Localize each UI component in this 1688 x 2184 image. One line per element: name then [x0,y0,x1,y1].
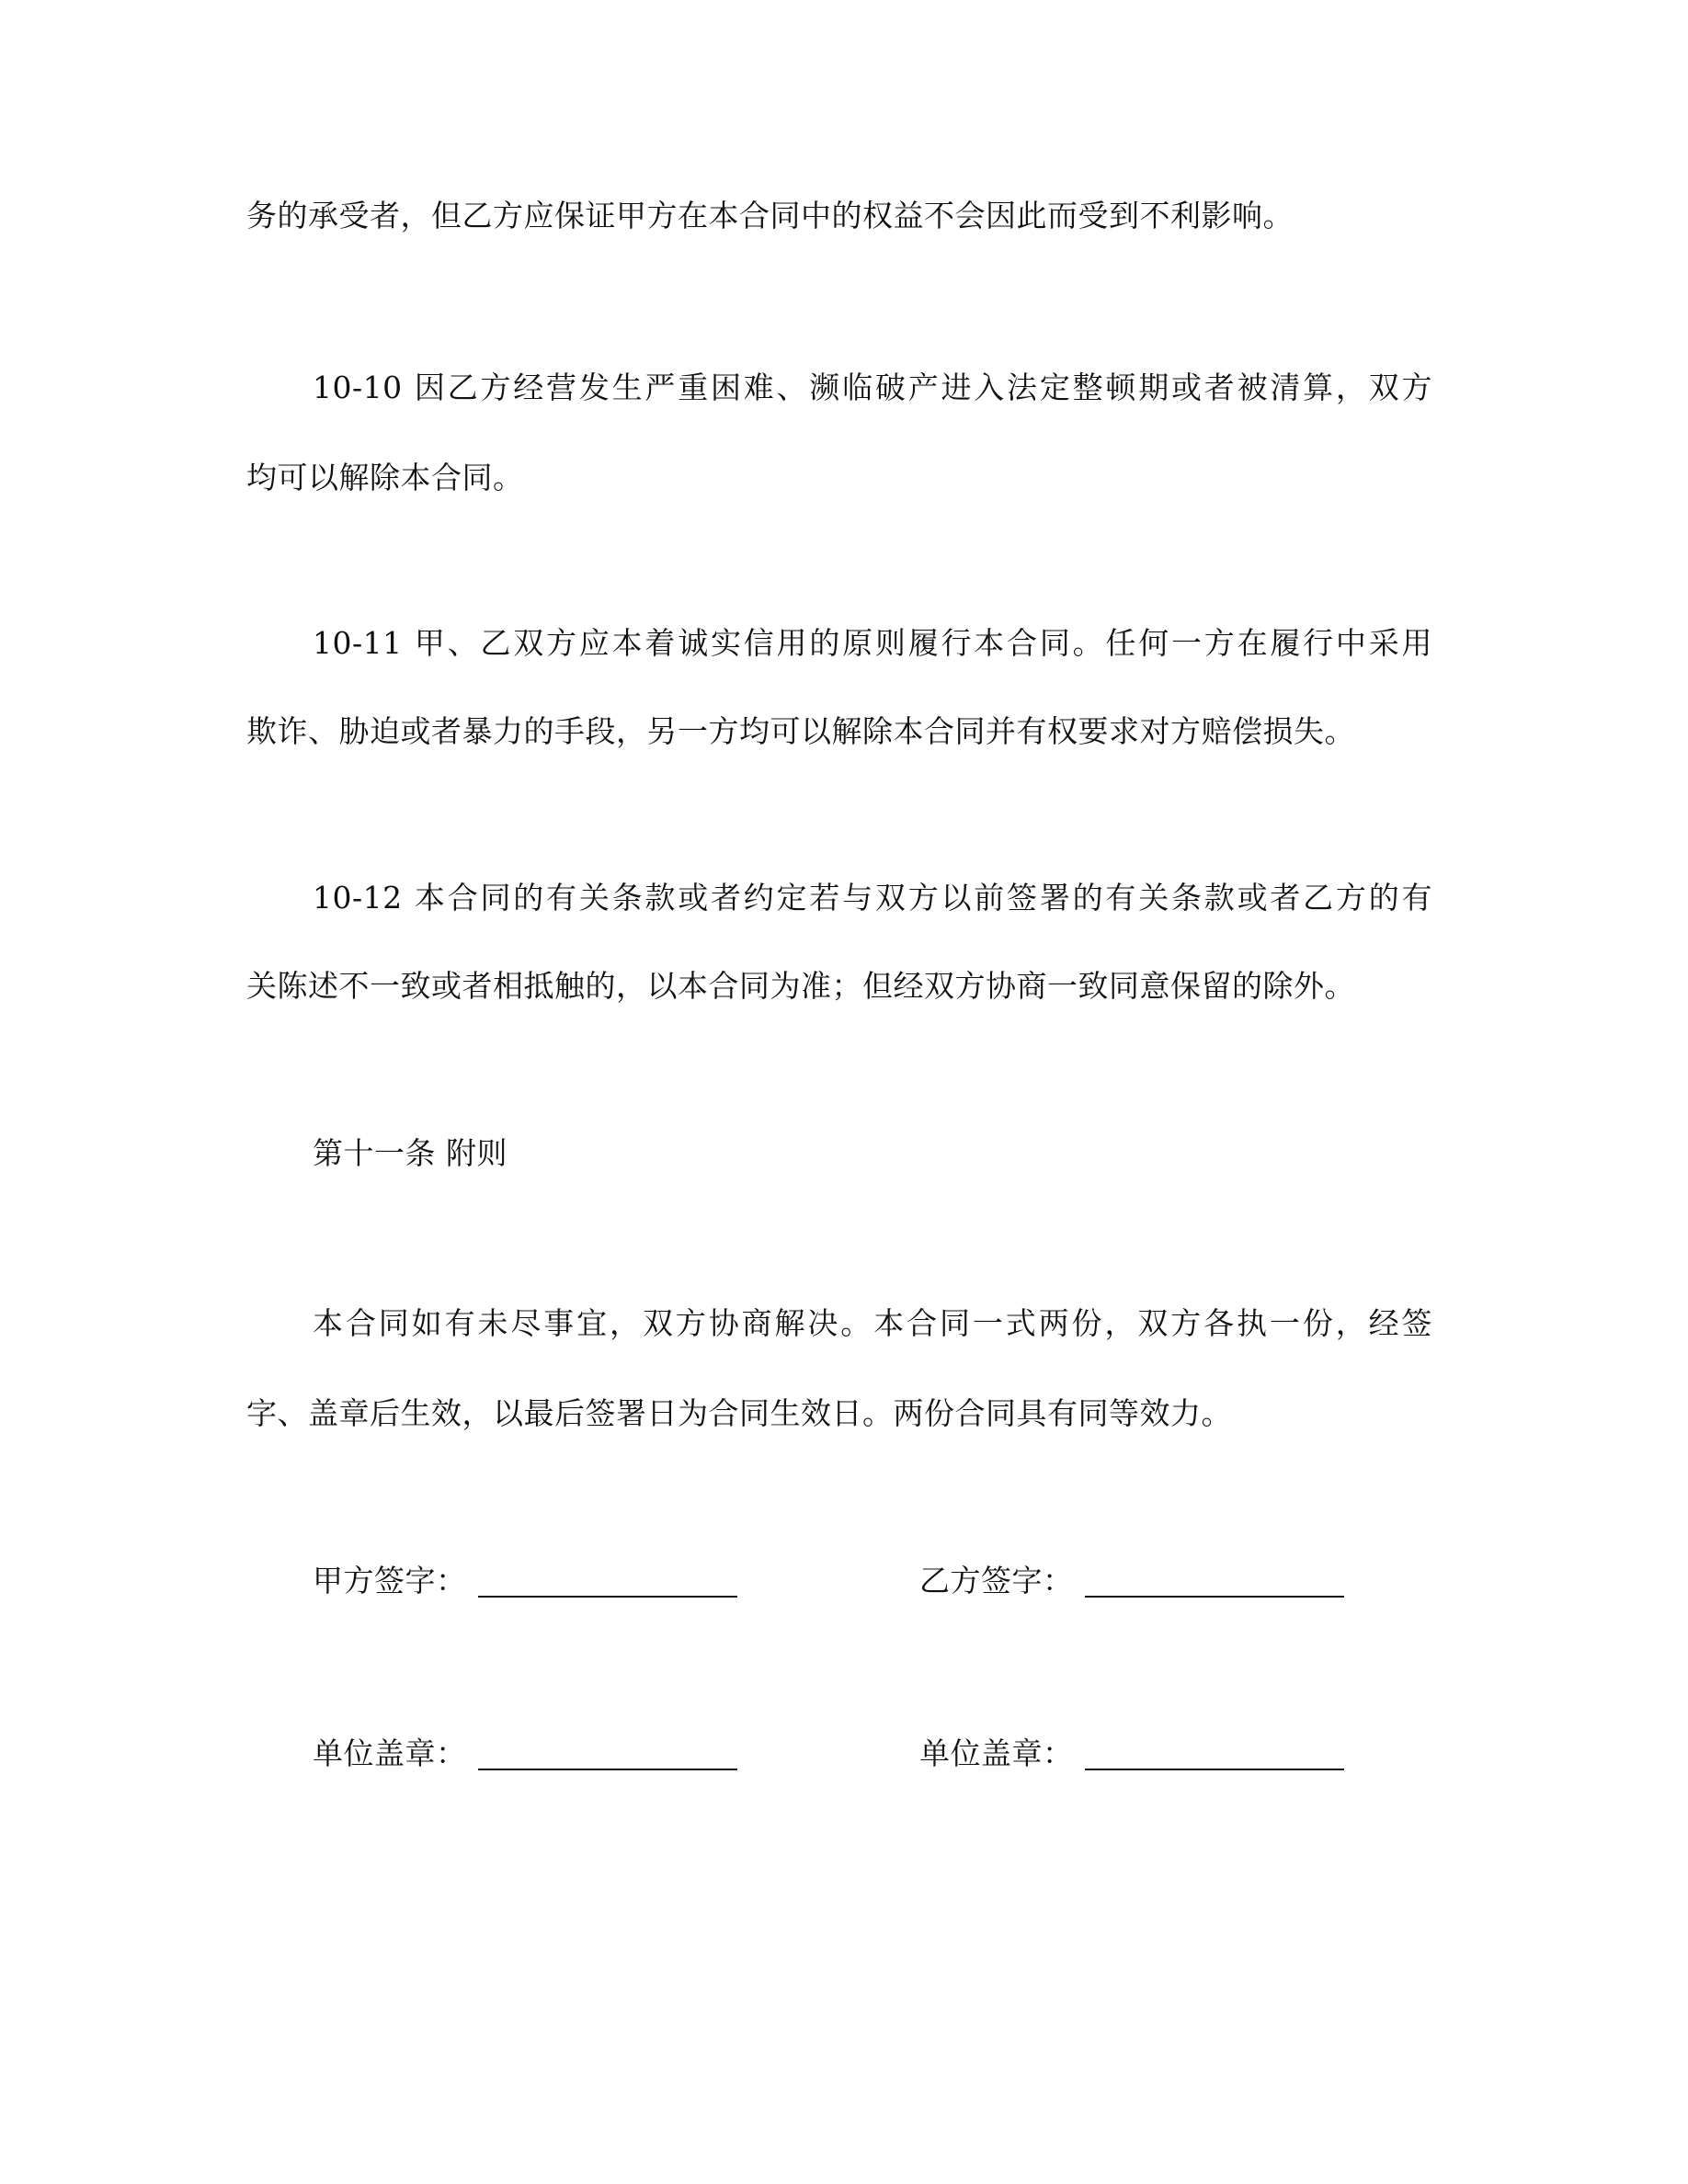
party-b-seal-label: 单位盖章： [919,1735,1074,1771]
paragraph-line: 10-11 甲、乙双方应本着诚实信用的原则履行本合同。任何一方在履行中采用 [313,625,1432,661]
party-a-seal-field[interactable] [478,1769,737,1770]
paragraph-line: 10-10 因乙方经营发生严重困难、濒临破产进入法定整顿期或者被清算，双方 [313,370,1432,405]
party-a-signature-label: 甲方签字： [313,1563,467,1598]
paragraph-line: 10-12 本合同的有关条款或者约定若与双方以前签署的有关条款或者乙方的有 [313,880,1432,916]
party-a-seal-label: 单位盖章： [313,1735,467,1771]
paragraph-line: 本合同如有未尽事宜，双方协商解决。本合同一式两份，双方各执一份，经签 [313,1305,1432,1341]
paragraph-line: 务的承受者，但乙方应保证甲方在本合同中的权益不会因此而受到不利影响。 [246,198,1294,233]
party-b-signature-field[interactable] [1085,1596,1344,1598]
paragraph-line: 均可以解除本合同。 [246,460,524,495]
paragraph-line: 字、盖章后生效，以最后签署日为合同生效日。两份合同具有同等效力。 [246,1395,1232,1431]
section-heading: 第十一条 附则 [313,1135,508,1171]
paragraph-line: 关陈述不一致或者相抵触的，以本合同为准；但经双方协商一致同意保留的除外。 [246,968,1355,1004]
party-b-signature-label: 乙方签字： [919,1563,1074,1598]
party-a-signature-field[interactable] [478,1596,737,1598]
party-b-seal-field[interactable] [1085,1769,1344,1770]
paragraph-line: 欺诈、胁迫或者暴力的手段，另一方均可以解除本合同并有权要求对方赔偿损失。 [246,713,1355,749]
